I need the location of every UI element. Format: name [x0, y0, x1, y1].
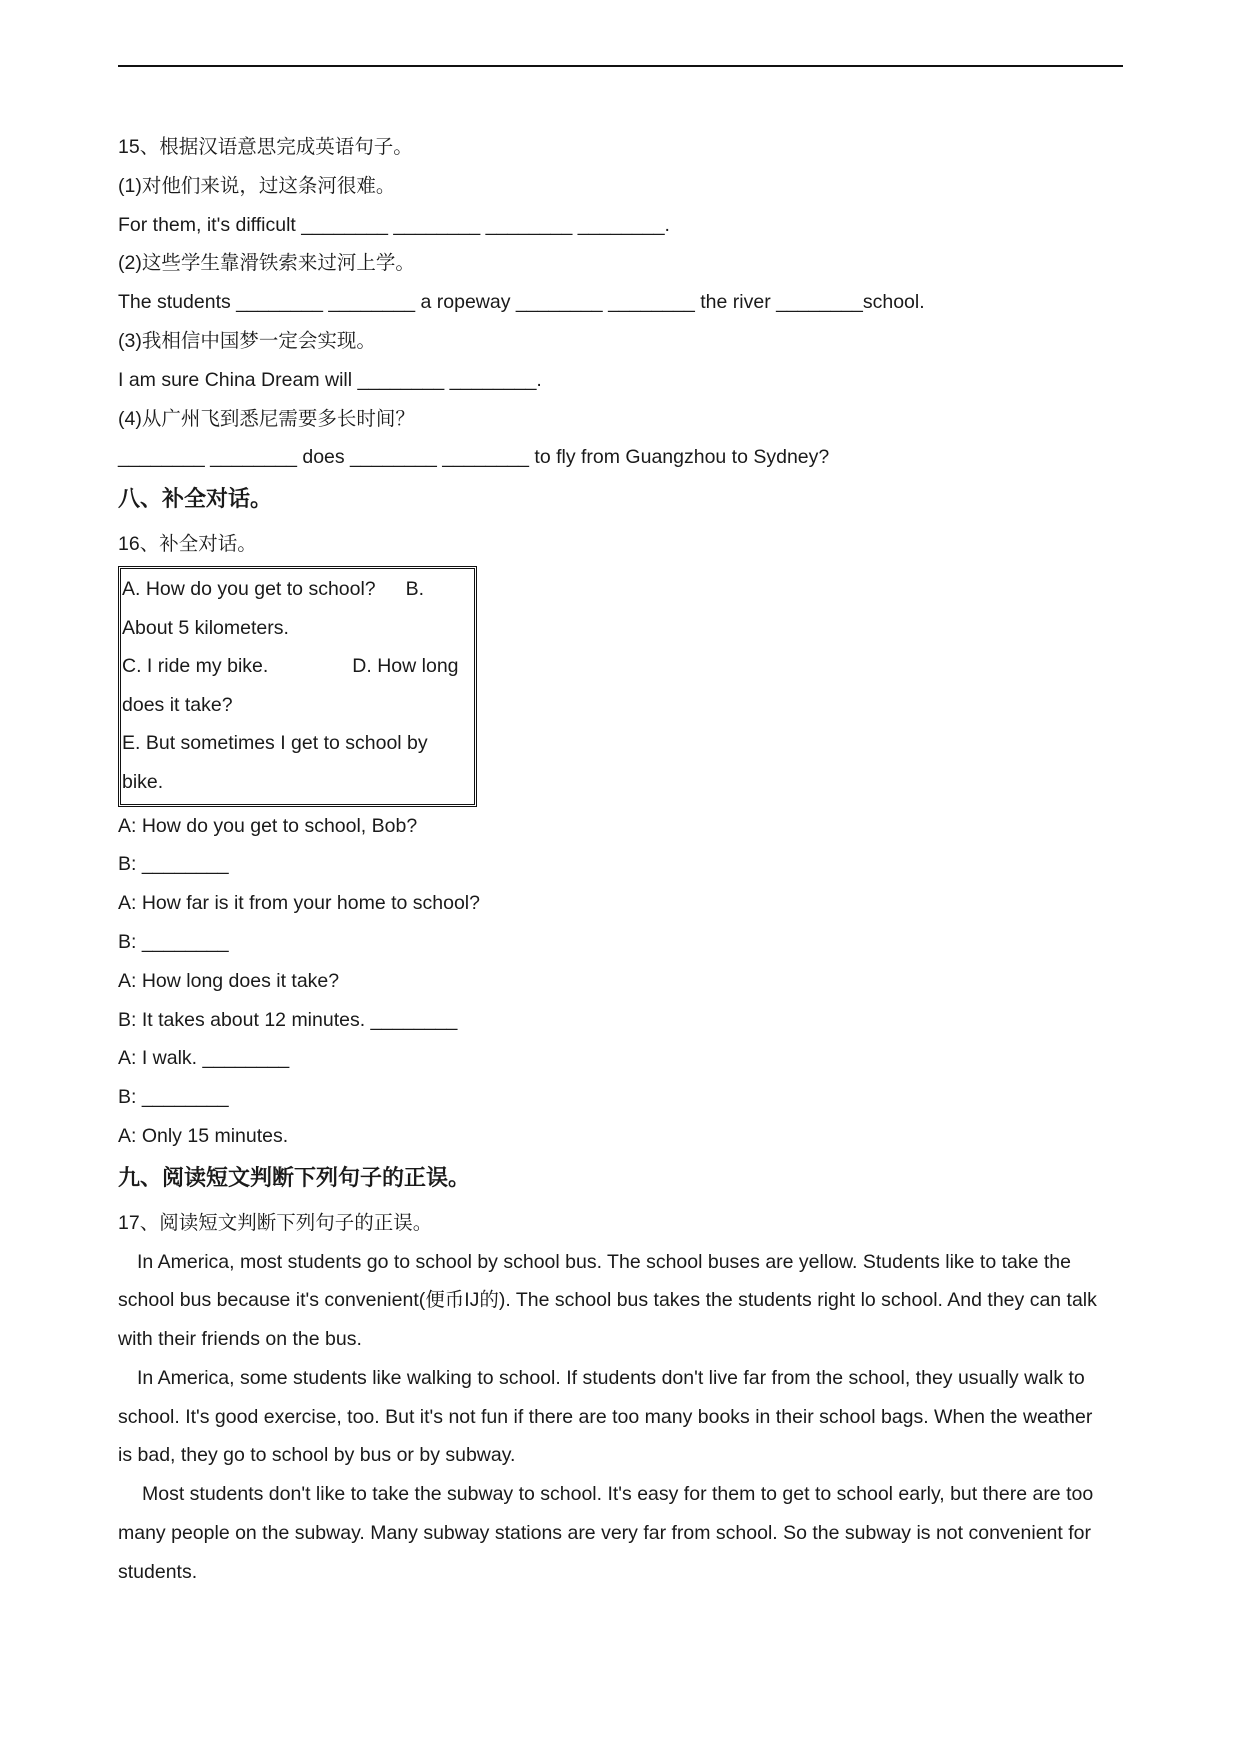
- dialog-line: B: It takes about 12 minutes. ________: [118, 1008, 458, 1031]
- q15-item-3-english: I am sure China Dream will ________ ________.: [118, 368, 542, 391]
- dialog-line: B: ________: [118, 853, 229, 876]
- option-e-end: bike.: [122, 770, 164, 793]
- dialog-line: A: Only 15 minutes.: [118, 1124, 289, 1147]
- options-line-1: [122, 570, 474, 609]
- question-15-heading: 15、根据汉语意思完成英语句子。: [118, 136, 413, 158]
- dialog-line: A: How far is it from your home to school?: [118, 892, 480, 915]
- option-e-start: E. But sometimes I get to school by: [122, 732, 428, 755]
- options-line-3: [122, 647, 474, 686]
- q15-item-4-english: ________ ________ does ________ ________ to fly from Guangzhou to Sydney?: [118, 446, 830, 469]
- dialog-line: B: ________: [118, 930, 229, 953]
- q15-item-3-chinese: (3)我相信中国梦一定会实现。: [118, 329, 376, 352]
- passage-paragraph-2: In America, some students like walking to school. If students don't live far from the school, they usually walk to school. It's good exercise, too. But it's not fun if there are too many books in their school bags. When the weather is bad, they go to school by bus or by subway.: [118, 1366, 1093, 1467]
- q15-item-4-chinese: (4)从广州飞到悉尼需要多长时间？: [118, 407, 415, 430]
- question-16-heading: 16、补全对话。: [118, 533, 257, 556]
- option-c: C. I ride my bike.: [122, 655, 269, 678]
- option-d-start: D. How long: [352, 655, 459, 678]
- section-8-title: 八、补全对话。: [118, 487, 273, 513]
- options-box: [118, 566, 477, 807]
- passage-paragraph-1: In America, most students go to school by school bus. The school buses are yellow. Students like to take the school bus because it's convenient(便币IJ的). The school bus takes the students right lo school. And they can talk with their friends on the bus.: [118, 1250, 1097, 1351]
- document-body: [118, 128, 1123, 1592]
- q15-item-2-chinese: (2)这些学生靠滑铁索来过河上学。: [118, 252, 415, 275]
- dialog-line: A: How long does it take?: [118, 969, 340, 992]
- dialog-line: B: ________: [118, 1086, 229, 1109]
- dialog-line: A: How do you get to school, Bob?: [118, 814, 418, 837]
- dialog-line: A: I walk. ________: [118, 1047, 290, 1070]
- question-17-heading: 17、阅读短文判断下列句子的正误。: [118, 1211, 433, 1234]
- header-rule: [118, 65, 1123, 67]
- option-b-text: About 5 kilometers.: [122, 616, 289, 639]
- q15-item-1-english: For them, it's difficult ________ ________ ________ ________.: [118, 213, 670, 236]
- section-9-title: 九、阅读短文判断下列句子的正误。: [118, 1165, 471, 1191]
- q15-item-2-english: The students ________ ________ a ropeway ________ ________ the river ________school.: [118, 291, 925, 314]
- option-b-letter: B.: [405, 577, 425, 600]
- option-a: A. How do you get to school?: [122, 577, 376, 600]
- q15-item-1-chinese: (1)对他们来说，过这条河很难。: [118, 174, 396, 197]
- passage-paragraph-3: Most students don't like to take the subway to school. It's easy for them to get to school early, but there are too many people on the subway. Many subway stations are very far from school. So the subway is not convenient for students.: [118, 1483, 1094, 1583]
- option-d-end: does it take?: [122, 693, 233, 716]
